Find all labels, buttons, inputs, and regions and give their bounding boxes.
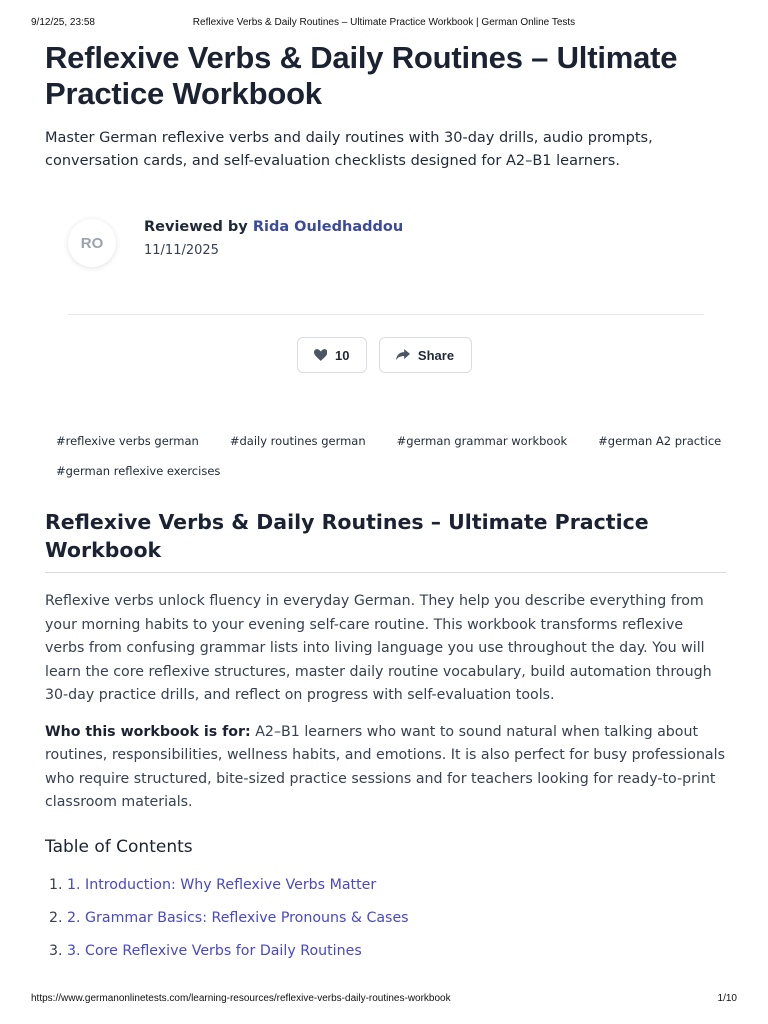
article-header (45, 40, 727, 277)
page-url: https://www.germanonlinetests.com/learning-resources/reflexive-verbs-daily-routines-workbook (31, 993, 451, 1004)
avatar: RO (68, 219, 116, 267)
print-page-title: Reflexive Verbs & Daily Routines – Ultimate Practice Workbook | German Online Tests (192, 17, 576, 28)
page-subtitle: Master German reflexive verbs and daily routines with 30-day drills, audio prompts, conversation cards, and self-evaluation checklists designed for A2–B1 learners. (45, 130, 653, 169)
tag-german-reflexive-exercises[interactable]: #german reflexive exercises (56, 464, 221, 478)
like-count: 10 (335, 347, 350, 363)
heart-icon (314, 349, 328, 361)
reviewer-block (45, 217, 727, 277)
toc-title: Table of Contents (45, 836, 193, 857)
toc-link-grammar-basics[interactable]: 2. Grammar Basics: Reflexive Pronouns & Cases (67, 909, 409, 926)
print-header (31, 17, 737, 31)
reviewer-name-link[interactable]: Rida Ouledhaddou (252, 219, 404, 235)
share-button[interactable] (379, 337, 472, 373)
divider (68, 314, 704, 315)
audience-label: Who this workbook is for: (45, 723, 251, 740)
tag-row (45, 456, 735, 486)
toc-item (67, 875, 726, 895)
print-footer (31, 993, 737, 1007)
toc-link-core-verbs[interactable]: 3. Core Reflexive Verbs for Daily Routines (67, 942, 362, 959)
article-section (45, 508, 726, 974)
tag-reflexive-verbs-german[interactable]: #reflexive verbs german (56, 434, 199, 448)
print-datetime: 9/12/25, 23:58 (31, 17, 95, 28)
audience-paragraph (45, 721, 726, 815)
share-label: Share (417, 347, 455, 363)
action-bar (0, 337, 768, 373)
tag-daily-routines-german[interactable]: #daily routines german (229, 434, 366, 448)
reviewed-by-label: Reviewed by (144, 219, 248, 235)
like-button[interactable] (297, 337, 367, 373)
toc-item (67, 908, 726, 928)
toc-link-introduction[interactable]: 1. Introduction: Why Reflexive Verbs Matter (67, 876, 377, 893)
review-date: 11/11/2025 (144, 243, 219, 258)
section-title: Reflexive Verbs & Daily Routines – Ultimate Practice Workbook (45, 508, 726, 573)
reviewed-by-line (144, 217, 403, 237)
reviewer-info (144, 217, 403, 258)
intro-paragraph: Reflexive verbs unlock fluency in everyday German. They help you describe everything from your morning habits to your evening self-care routine. This workbook transforms reflexive verbs from confusing grammar lists into living language you use throughout the day. You will learn the core reflexive structures, master daily routine vocabulary, build automation through 30-day practice drills, and reflect on progress with self-evaluation tools. (45, 593, 712, 703)
page-number: 1/10 (717, 993, 737, 1004)
share-arrow-icon (396, 349, 410, 361)
toc-item (67, 941, 726, 961)
tag-german-a2-practice[interactable]: #german A2 practice (598, 434, 722, 448)
audience-text: A2–B1 learners who want to sound natural when talking about routines, responsibilities, wellness habits, and emotions. It is also perfect for busy professionals who require structured, bite-sized practice sessions and for teachers looking for ready-to-print classroom materials. (45, 723, 725, 810)
table-of-contents (45, 875, 726, 961)
tag-row (45, 426, 735, 456)
page-title: Reflexive Verbs & Daily Routines – Ultimate Practice Workbook (45, 40, 678, 111)
tag-german-grammar-workbook[interactable]: #german grammar workbook (396, 434, 568, 448)
tag-list (45, 426, 735, 486)
